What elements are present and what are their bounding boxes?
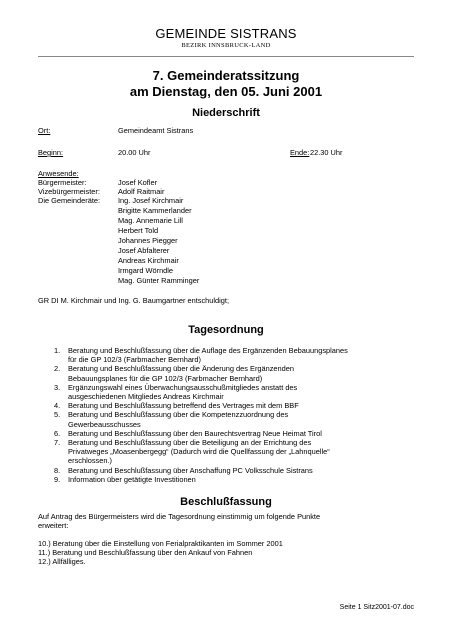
resolution-heading: Beschlußfassung — [180, 496, 272, 508]
agenda-item-text: Bebauungsplanes für die GP 102/3 (Farbmacher Bernhard) — [68, 373, 263, 383]
added-agenda-item: 12.) Allfälliges. — [38, 557, 86, 566]
district-name: BEZIRK INNSBRUCK-LAND — [181, 42, 271, 49]
mayor-label: Bürgermeister: — [38, 178, 87, 187]
vice-mayor-name: Adolf Raitmair — [118, 187, 165, 196]
agenda-item-number: 7. — [54, 438, 61, 448]
agenda-item — [54, 475, 424, 484]
agenda-item-number: 5. — [54, 410, 61, 420]
agenda-item-text: Beratung und Beschlußfassung über Anschaffung PC Volksschule Sistrans — [68, 465, 313, 475]
meeting-title: 7. Gemeinderatssitzung — [152, 68, 300, 83]
resolution-intro-line: erweitert: — [38, 521, 69, 530]
agenda-item — [54, 383, 424, 401]
document-subtitle: Niederschrift — [192, 107, 260, 119]
agenda-item-text: Ergänzungswahl eines Überwachungsausschußmitgliedes anstatt des — [68, 382, 298, 392]
council-member: Johannes Piegger — [118, 236, 178, 245]
agenda-item — [54, 438, 424, 466]
council-member: Irmgard Wörndle — [118, 266, 174, 275]
agenda-item-text: Beratung und Beschlußfassung über den Baurechtsvertrag Neue Heimat Tirol — [68, 428, 322, 438]
agenda-item-text: erschlossen.) — [68, 456, 112, 466]
agenda-item-number: 4. — [54, 401, 61, 411]
header-divider — [38, 56, 414, 57]
vice-mayor-label: Vizebürgermeister: — [38, 187, 100, 196]
resolution-intro-line: Auf Antrag des Bürgermeisters wird die Tagesordnung einstimmig um folgende Punkte — [38, 512, 321, 521]
agenda-item-number: 6. — [54, 428, 61, 438]
agenda-item-number: 9. — [54, 474, 61, 484]
start-label: Beginn: — [38, 148, 64, 157]
agenda-item-text: Beratung und Beschlußfassung über die Änderung des Ergänzenden — [68, 364, 294, 374]
council-member: Mag. Annemarie Lill — [118, 216, 183, 225]
agenda-item-number: 8. — [54, 465, 61, 475]
agenda-item-text: Information über getätigte Investitionen — [68, 474, 196, 484]
council-member: Mag. Günter Ramminger — [118, 276, 200, 285]
end-value: 22.30 Uhr — [310, 148, 343, 157]
agenda-item — [54, 364, 424, 382]
agenda-item-text: Beratung und Beschlußfassung betreffend des Vertrages mit dem BBF — [68, 401, 299, 411]
attendance-heading: Anwesende: — [38, 169, 79, 178]
agenda-item — [54, 346, 424, 364]
municipality-name: GEMEINDE SISTRANS — [155, 26, 297, 41]
location-value: Gemeindeamt Sistrans — [118, 126, 194, 135]
agenda-item-number: 1. — [54, 346, 61, 355]
agenda-item-text: ausgeschiedenen Mitgliedes Andreas Kirchmair — [68, 392, 224, 402]
agenda-item-text: Beratung und Beschlußfassung über die Beteiligung an der Errichtung des — [68, 438, 312, 448]
added-agenda-item: 10.) Beratung über die Einstellung von Ferialpraktikanten im Sommer 2001 — [38, 539, 283, 548]
agenda-item — [54, 429, 424, 438]
council-member: Andreas Kirchmair — [118, 256, 179, 265]
agenda-item — [54, 466, 424, 475]
agenda-item-number: 2. — [54, 364, 61, 374]
agenda-item-number: 3. — [54, 382, 61, 392]
end-label: Ende: — [290, 148, 310, 157]
page-footer: Seite 1 Sitz2001-07.doc — [339, 604, 414, 611]
mayor-name: Josef Kofler — [118, 178, 158, 187]
council-label: Die Gemeinderäte: — [38, 196, 101, 205]
agenda-item-text: Gewerbeausschusses — [68, 419, 141, 429]
council-member: Josef Abfalterer — [118, 246, 170, 255]
agenda-item-text: Beratung und Beschlußfassung über die Kompetenzzuordnung des — [68, 410, 289, 420]
agenda-item — [54, 410, 424, 428]
council-member: Brigitte Kammerlander — [118, 206, 192, 215]
council-member: Herbert Told — [118, 226, 159, 235]
council-member: Ing. Josef Kirchmair — [118, 196, 184, 205]
start-value: 20.00 Uhr — [118, 148, 151, 157]
added-agenda-item: 11.) Beratung und Beschlußfassung über den Ankauf von Fahnen — [38, 548, 253, 557]
location-label: Ort: — [38, 126, 51, 135]
excused-note: GR DI M. Kirchmair und Ing. G. Baumgartner entschuldigt; — [38, 296, 230, 305]
meeting-date: am Dienstag, den 05. Juni 2001 — [129, 84, 323, 99]
agenda-item-text: Beratung und Beschlußfassung über die Auflage des Ergänzenden Bebauungsplanes — [68, 346, 348, 355]
agenda-list — [54, 346, 424, 484]
agenda-item-text: Privatweges „Moasenbergegg“ (Dadurch wird die Quellfassung der „Lahnquelle“ — [68, 447, 330, 457]
agenda-item — [54, 401, 424, 410]
agenda-heading: Tagesordnung — [188, 324, 264, 336]
agenda-item-text: für die GP 102/3 (Farbmacher Bernhard) — [68, 355, 201, 365]
